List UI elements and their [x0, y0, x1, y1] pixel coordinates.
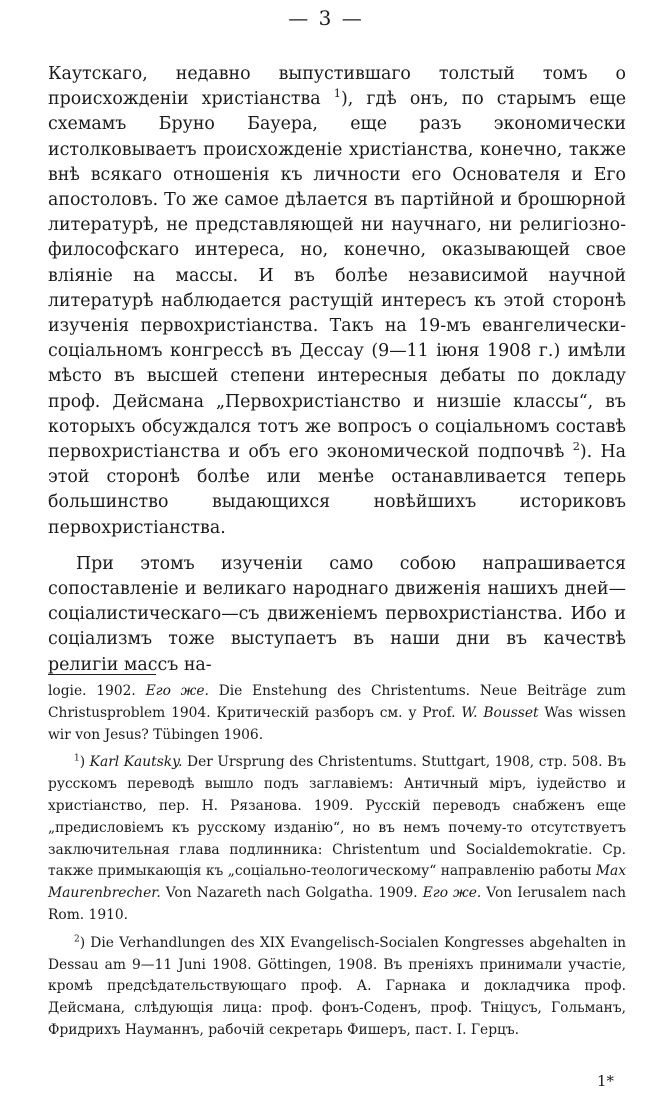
main-text: [48, 62, 626, 678]
footnote-1: $^1$) Karl Kautsky. Der Ursprung des Christentums. Stuttgart, 1908, стр. 508. Въ русскомъ переводѣ вышло подъ заглавiемъ: Античный мiръ, iудейство и христiанство, пер. Н. Рязанова. 1909. Русскiй переводъ снабженъ еще „предисловiемъ къ русскому изданiю“, но въ немъ почему-то отсутствуетъ заключительная глава подлинника: Christentum und Socialdemokratie. Ср. также примыкающiя къ „соцiально-теологическому“ направленiю работы Max Maurenbrecher. Von Nazareth nach Golgatha. 1909. Его же. Von Ierusalem nach Rom. 1910.: [48, 753, 626, 923]
footnote-ref: 1: [74, 753, 80, 764]
italic-text: Его же.: [422, 885, 482, 902]
paragraph: Каутскаго, недавно выпустившаго толстый томъ о происхожденiи христiанства $^1$), гдѣ онъ, по старымъ еще схемамъ Бруно Бауера, еще разъ экономически истолковываетъ происхожденiе христiанства, конечно, также внѣ всякаго отношенiя къ личности его Основателя и Его апостоловъ. То же самое дѣлается въ партiйной и брошюрной литературѣ, не представляющей ни научнаго, ни религiозно-философскаго интереса, но, конечно, оказывающей свое влiянiе на массы. И въ болѣе независимой научной литературѣ наблюдается растущiй интересъ къ этой сторонѣ изученiя первохристiанства. Такъ на 19-мъ евангелически-соцiальномъ конгрессѣ въ Дессау (9—11 iюня 1908 г.) имѣли мѣсто въ высшей степени интересныя дебаты по докладу проф. Дейсмана „Первохристiанство и низшiе классы“, въ которыхъ обсуждался тотъ же вопросъ о соцiальномъ составѣ первохристiанства и объ его экономической подпочвѣ $^2$). На этой сторонѣ болѣе или менѣе останавливается теперь большинство выдающихся новѣйшихъ историковъ первохристiанства.: [48, 64, 627, 538]
italic-text: Max Maurenbrecher.: [48, 863, 626, 902]
footnotes: [48, 681, 626, 1042]
page-number: — 3 —: [288, 6, 364, 30]
italic-text: Его же.: [145, 683, 209, 699]
footnote-ref: 2: [572, 440, 580, 454]
footnote-continuation: logie. 1902. Его же. Die Enstehung des Christentums. Neue Beiträge zum Christusproblem 1904. Критическiй разборъ см. у Prof. W. Bousset Was wissen wir von Jesus? Tübingen 1906.: [48, 683, 626, 743]
italic-text: W. Bousset: [461, 704, 539, 721]
footnote-ref: 2: [74, 934, 80, 945]
paragraph: При этомъ изученiи само собою напрашивается сопоставленiе и великаго народнаго движенiя нашихъ дней—соцiалистическаго—съ движенiемъ первохристiанства. Ибо и соцiализмъ тоже выступаетъ въ наши дни въ качествѣ религiи массъ на-: [48, 553, 626, 675]
footnote-ref: 1: [333, 87, 341, 101]
italic-text: Karl Kautsky.: [89, 754, 183, 771]
footnote-separator: [48, 674, 156, 675]
signature-mark: 1*: [596, 1072, 614, 1090]
footnote-2: $^2$) Die Verhandlungen des XIX Evangelisch-Socialen Kongresses abgehalten in Dessau am 9—11 Juni 1908. Göttingen, 1908. Въ пренiяхъ принимали участiе, кромѣ предсѣдательствующаго проф. А. Гарнака и докладчика проф. Дейсмана, слѣдующiя лица: проф. фонъ-Соденъ, проф. Тнiцусъ, Гольманъ, Фридрихъ Науманнъ, рабочiй секретарь Фишеръ, паст. I. Герцъ.: [48, 934, 626, 1038]
